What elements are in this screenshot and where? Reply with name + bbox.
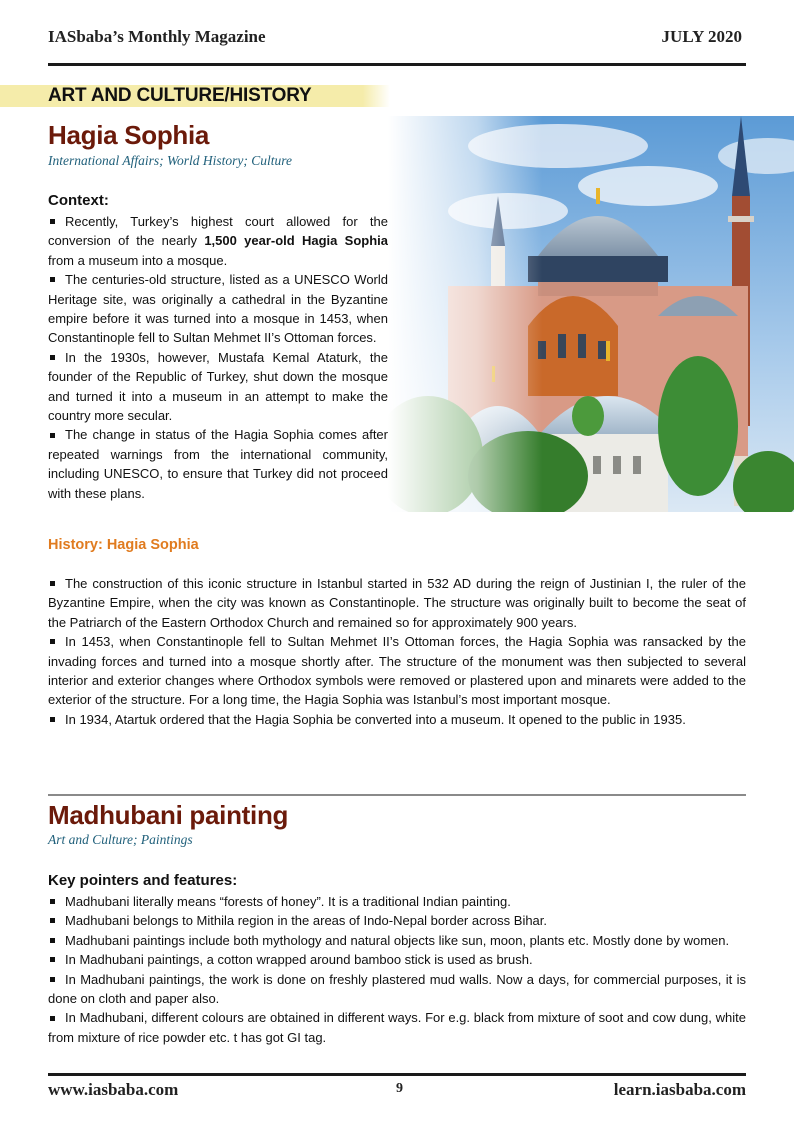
highlight-text: 1,500 year-old Hagia Sophia: [204, 233, 388, 249]
footer-divider: [48, 1073, 746, 1076]
section-banner: [0, 85, 390, 107]
header-divider: [48, 63, 746, 66]
history-item: In 1453, when Constantinople fell to Sultan Mehmet II’s Ottoman forces, the Hagia Sophia was ransacked by the invading forces and turned into a mosque shortly after. The structure of the monument was then subjected to several interior and exterior changes where Orthodox symbols were removed or plastered upon and minarets were added to the exterior of the structure. For a long time, the Hagia Sophia was Istanbul’s most important mosque.: [48, 634, 746, 708]
key-pointers-heading: Key pointers and features:: [48, 872, 238, 889]
bullet-square-icon: [50, 957, 55, 962]
section-banner-label: ART AND CULTURE/HISTORY: [48, 85, 312, 106]
context-item: The change in status of the Hagia Sophia comes after repeated warnings from the international community, including UNESCO, to ensure that Turkey did not proceed with these plans.: [48, 427, 388, 501]
bullet-square-icon: [50, 717, 55, 722]
key-pointer-item: In Madhubani paintings, the work is done on freshly plastered mud walls. Now a days, for commercial purposes, it is done on cloth and paper also.: [48, 971, 746, 1007]
key-pointer-item: In Madhubani paintings, a cotton wrapped around bamboo stick is used as brush.: [48, 950, 746, 969]
learn-website-link[interactable]: learn.iasbaba.com: [613, 1080, 746, 1099]
key-pointer-item: In Madhubani, different colours are obtained in different ways. For e.g. black from mixture of soot and cow dung, white from mixture of rice powder etc. t has got GI tag.: [48, 1010, 746, 1045]
issue-date: JULY 2020: [661, 27, 742, 46]
bullet-square-icon: [50, 433, 55, 438]
context-item: Recently, Turkey’s highest court allowed for the conversion of the nearly 1,500 year-old Hagia Sophia from a museum into a mosque.: [48, 214, 388, 268]
bullet-square-icon: [50, 918, 55, 923]
history-item: In 1934, Atartuk ordered that the Hagia Sophia be converted into a museum. It opened to the public in 1935.: [48, 710, 746, 729]
history-heading: History: Hagia Sophia: [48, 537, 199, 553]
bullet-square-icon: [50, 899, 55, 904]
website-link[interactable]: www.iasbaba.com: [48, 1080, 179, 1099]
context-list: [48, 212, 388, 503]
article-title-madhubani: Madhubani painting: [48, 800, 289, 830]
hagia-sophia-photo: [388, 116, 794, 512]
bullet-square-icon: [50, 581, 55, 586]
article-subtitle: Art and Culture; Paintings: [48, 832, 193, 847]
bullet-square-icon: [50, 355, 55, 360]
context-item: In the 1930s, however, Mustafa Kemal Ataturk, the founder of the Republic of Turkey, shut down the mosque and turned it into a museum in an attempt to make the country more secular.: [48, 349, 388, 424]
magazine-title: IASbaba’s Monthly Magazine: [48, 27, 266, 46]
bullet-square-icon: [50, 639, 55, 644]
bullet-square-icon: [50, 277, 55, 282]
key-pointer-item: Madhubani literally means “forests of honey”. It is a traditional Indian painting.: [48, 892, 746, 911]
bullet-square-icon: [50, 219, 55, 224]
bullet-square-icon: [50, 938, 55, 943]
article-subtitle: International Affairs; World History; Culture: [48, 153, 293, 168]
context-item: The centuries-old structure, listed as a UNESCO World Heritage site, was originally a cathedral in the Byzantine empire before it was turned into a mosque in 1453, when Constantinople fell to Sultan Mehmet II’s Ottoman forces.: [48, 272, 388, 346]
page-number: 9: [396, 1081, 403, 1096]
key-pointers-list: [48, 892, 746, 1047]
section-divider: [48, 794, 746, 796]
context-heading: Context:: [48, 192, 109, 209]
key-pointer-item: Madhubani paintings include both mythology and natural objects like sun, moon, plants etc. Mostly done by women.: [48, 931, 746, 950]
history-item: The construction of this iconic structure in Istanbul started in 532 AD during the reign of Justinian I, the ruler of the Byzantine Empire, when the city was known as Constantinople. The structure was originally built to become the seat of the Patriarch of the Eastern Orthodox Church and remained so for approximately 900 years.: [48, 576, 746, 630]
key-pointer-item: Madhubani belongs to Mithila region in the areas of Indo-Nepal border across Bihar.: [48, 911, 746, 930]
bullet-square-icon: [50, 977, 55, 982]
history-list: [48, 574, 746, 729]
bullet-square-icon: [50, 1016, 55, 1021]
page-header: [48, 24, 746, 64]
article-title-hagia-sophia: Hagia Sophia: [48, 120, 210, 150]
